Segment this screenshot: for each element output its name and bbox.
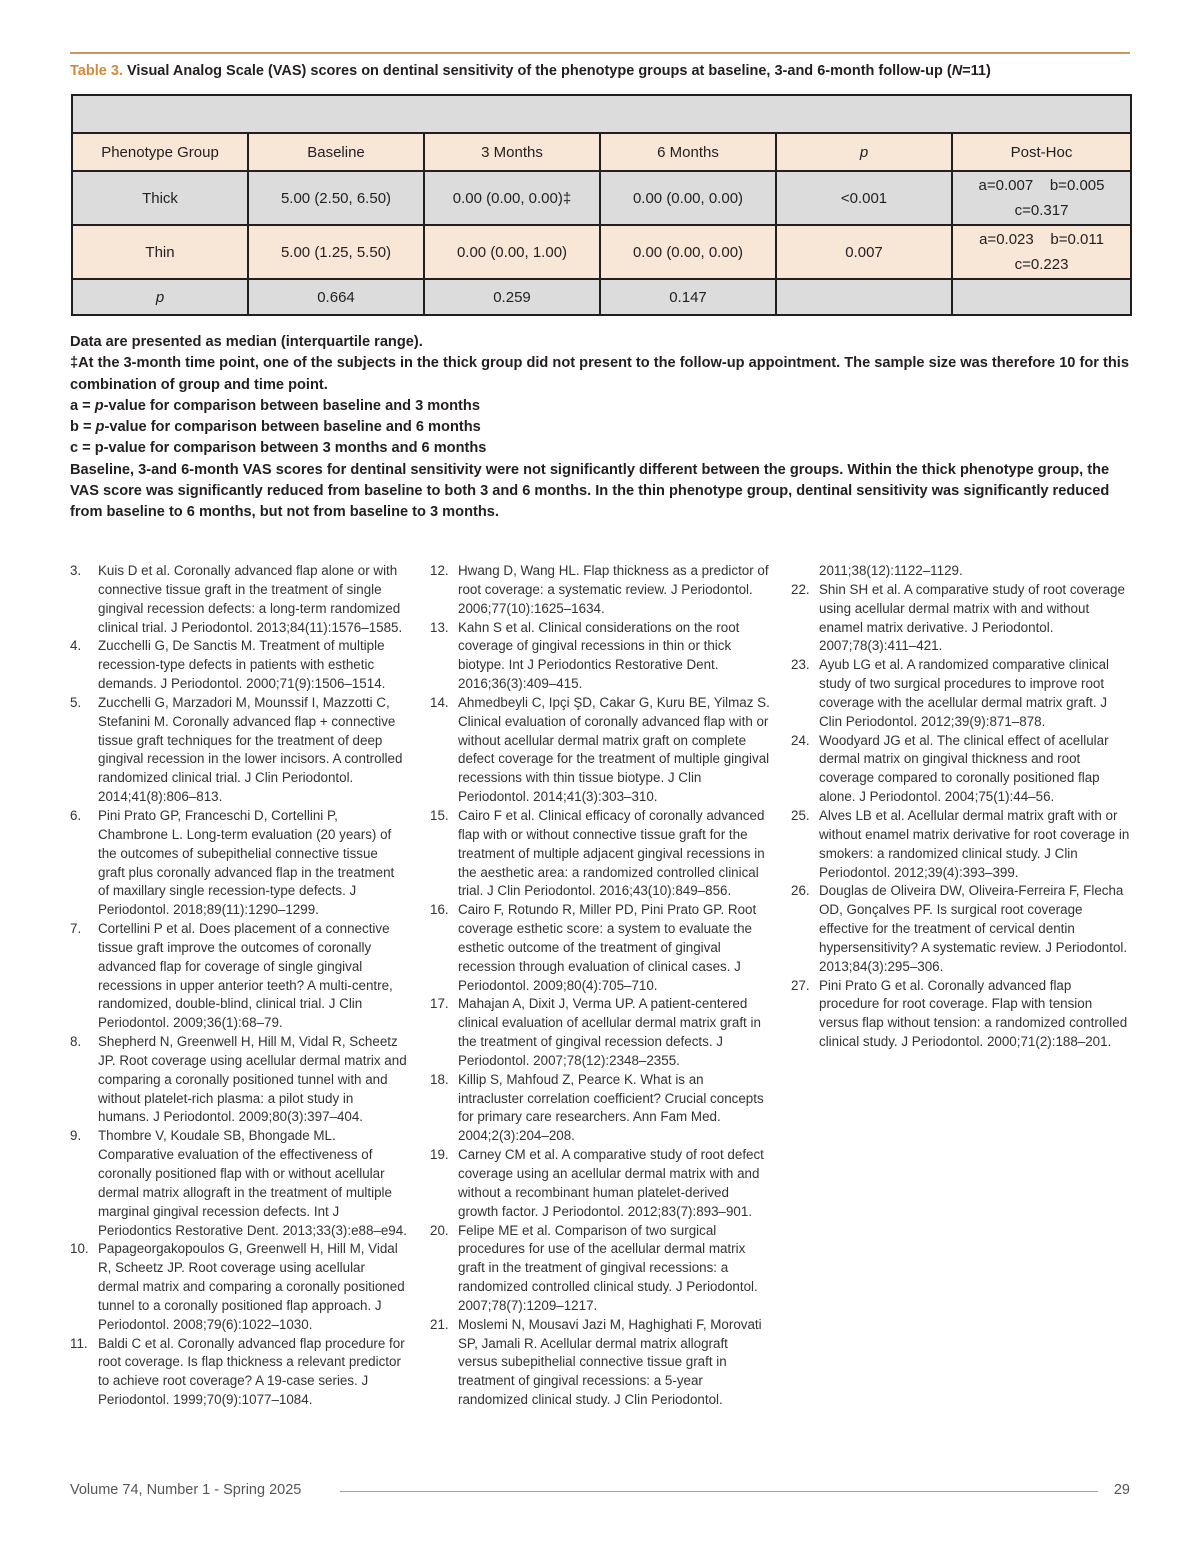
reference-text: Woodyard JG et al. The clinical effect of acellular dermal matrix on gingival thickness and root coverage compared to coronally positioned flap alone. J Periodontol. 2004;75(1):44–56. <box>819 732 1109 805</box>
reference-number: 17. <box>430 996 449 1012</box>
reference-text: 2011;38(12):1122–1129. <box>819 563 963 578</box>
p-row-symbol: p <box>155 288 165 306</box>
reference-item <box>430 901 770 995</box>
header-baseline: Baseline <box>248 133 424 171</box>
empty-header-cell <box>72 95 1131 133</box>
reference-number: 20. <box>430 1222 449 1238</box>
reference-item <box>70 637 408 694</box>
table-empty-row <box>72 95 1131 133</box>
reference-number: 23. <box>791 657 810 673</box>
reference-number: 24. <box>791 732 810 748</box>
caption-title-post: =11) <box>962 63 991 79</box>
thin-posthoc-a: a=0.023 <box>979 231 1034 248</box>
reference-number: 18. <box>430 1071 449 1087</box>
thick-baseline: 5.00 (2.50, 6.50) <box>248 171 424 225</box>
note-c: c = p-value for comparison between 3 months and 6 months <box>70 440 487 457</box>
reference-item <box>791 732 1131 807</box>
reference-text: Zucchelli G, De Sanctis M. Treatment of multiple recession-type defects in patients with esthetic demands. J Periodontol. 2000;71(9):1506–1514. <box>98 638 386 692</box>
reference-item <box>791 562 1131 581</box>
reference-text: Killip S, Mahfoud Z, Pearce K. What is an intracluster correlation coefficient? Crucial concepts for primary care researchers. Ann Fam Med. 2004;2(3):204–208. <box>458 1071 764 1144</box>
footer-issue: Volume 74, Number 1 - Spring 2025 <box>70 1482 302 1498</box>
note-sample-size: ‡At the 3-month time point, one of the subjects in the thick group did not present to the follow-up appointment. The sample size was therefore 10 for this combination of group and time point. <box>70 355 1129 393</box>
reference-text: Hwang D, Wang HL. Flap thickness as a predictor of root coverage: a systematic review. J Periodontol. 2006;77(10):1625–1634. <box>458 563 769 616</box>
reference-item <box>791 581 1131 656</box>
header-posthoc: Post-Hoc <box>952 133 1131 171</box>
reference-item <box>791 656 1131 731</box>
reference-number: 12. <box>430 563 449 578</box>
reference-text: Papageorgakopoulos G, Greenwell H, Hill M, Vidal R, Scheetz JP. Root coverage using acellular dermal matrix and comparing a coronally positioned tunnel to a coronally positioned flap approach. J Periodontol. 2008;79(6):1022–1030. <box>98 1241 405 1332</box>
reference-number: 10. <box>70 1241 89 1257</box>
p-row-6-months: 0.147 <box>600 279 776 315</box>
reference-item <box>70 1033 408 1127</box>
reference-text: Moslemi N, Mousavi Jazi M, Haghighati F, Morovati SP, Jamali R. Acellular dermal matrix allograft versus subepithelial connective tissue graft in treatment of gingival recessions: a 5-year randomized clinical study. J Clin Periodontol. <box>458 1316 762 1408</box>
reference-text: Kahn S et al. Clinical considerations on the root coverage of gingival recessions in thin or thick biotype. Int J Periodontics Restorative Dent. 2016;36(3):409–415. <box>458 619 740 692</box>
reference-text: Cairo F, Rotundo R, Miller PD, Pini Prato GP. Root coverage esthetic score: a system to evaluate the esthetic outcome of the treatment of gingival recession through evaluation of clinical cases. J Periodontol. 2009;80(4):705–710. <box>458 902 757 993</box>
reference-number: 25. <box>791 807 810 823</box>
reference-number: 14. <box>430 694 449 710</box>
note-a-post: -value for comparison between baseline and 3 months <box>103 397 480 414</box>
header-p <box>776 133 952 171</box>
reference-text: Pini Prato GP, Franceschi D, Cortellini P, Chambrone L. Long-term evaluation (20 years) of the outcomes of subepithelial connective tissue graft plus coronally advanced flap in the treatment of maxillary single recession-type defects. J Periodontol. 2018;89(11):1290–1299. <box>98 807 395 918</box>
reference-number: 6. <box>70 807 82 823</box>
note-a-pre: a = <box>70 397 95 414</box>
p-row-empty-posthoc <box>952 279 1131 315</box>
reference-text: Ahmedbeyli C, Ipçi ŞD, Cakar G, Kuru BE, Yilmaz S. Clinical evaluation of coronally advanced flap with or without acellular dermal matrix graft on complete defect coverage for the treatment of multiple gingival recessions with thin tissue biotype. J Clin Periodontol. 2014;41(3):303–310. <box>458 694 770 805</box>
thin-posthoc-b: b=0.011 <box>1050 231 1104 248</box>
table-row-p <box>72 279 1131 315</box>
reference-text: Shepherd N, Greenwell H, Hill M, Vidal R, Scheetz JP. Root coverage using acellular dermal matrix and comparing a coronally positioned tunnel with and without platelet-rich plasma: a pilot study in humans. J Periodontol. 2009;80(3):397–404. <box>98 1034 407 1125</box>
reference-item <box>791 882 1131 976</box>
reference-item <box>430 1222 770 1316</box>
reference-number <box>791 562 819 581</box>
reference-number: 11. <box>70 1335 88 1351</box>
table-notes <box>70 332 1130 524</box>
p-row-3-months: 0.259 <box>424 279 600 315</box>
reference-number: 27. <box>791 977 810 993</box>
reference-item <box>430 562 770 619</box>
reference-number: 5. <box>70 694 82 710</box>
reference-item <box>430 619 770 694</box>
reference-text: Mahajan A, Dixit J, Verma UP. A patient-centered clinical evaluation of acellular dermal matrix graft in the treatment of gingival recession defects. J Periodontol. 2007;78(12):2348–2355. <box>458 996 761 1068</box>
thin-3-months: 0.00 (0.00, 1.00) <box>424 225 600 279</box>
reference-item <box>70 562 408 637</box>
reference-item <box>70 1335 408 1410</box>
reference-text: Carney CM et al. A comparative study of root defect coverage using an acellular dermal matrix with and without a recombinant human platelet-derived growth factor. J Periodontol. 2012;83(7):893–901. <box>458 1147 764 1219</box>
reference-number: 16. <box>430 902 449 918</box>
reference-item <box>791 807 1131 882</box>
reference-number: 15. <box>430 807 449 823</box>
top-rule <box>70 52 1130 54</box>
reference-item <box>430 995 770 1070</box>
footer-rule <box>340 1491 1098 1492</box>
reference-number: 8. <box>70 1034 82 1050</box>
page-number: 29 <box>1113 1482 1130 1498</box>
reference-item <box>70 1240 408 1334</box>
table-row-thin <box>72 225 1131 279</box>
reference-item <box>791 977 1131 1052</box>
caption-title-pre: Visual Analog Scale (VAS) scores on dentinal sensitivity of the phenotype groups at baseline, 3-and 6-month follow-up ( <box>122 63 952 79</box>
references-column-2 <box>430 562 770 1410</box>
caption-n-symbol: N <box>951 63 963 79</box>
reference-item <box>70 694 408 807</box>
table-caption <box>70 63 1130 79</box>
reference-text: Baldi C et al. Coronally advanced flap procedure for root coverage. Is flap thickness a relevant predictor to achieve root coverage? A 19-case series. J Periodontol. 1999;70(9):1077–1084. <box>98 1335 405 1408</box>
reference-number: 4. <box>70 638 82 654</box>
note-a-p: p <box>94 397 104 414</box>
reference-item <box>430 1146 770 1221</box>
reference-text: Felipe ME et al. Comparison of two surgical procedures for use of the acellular dermal matrix graft in the treatment of gingival recessions: a randomized controlled clinical study. J Periodontol. 2007;78(7):1209–1217. <box>458 1222 758 1313</box>
reference-number: 7. <box>70 921 82 937</box>
note-median: Data are presented as median (interquartile range). <box>70 334 423 350</box>
header-6-months: 6 Months <box>600 133 776 171</box>
thick-posthoc-c: c=0.317 <box>1014 202 1069 219</box>
thick-3-months: 0.00 (0.00, 0.00)‡ <box>424 171 600 225</box>
vas-table <box>71 94 1132 316</box>
reference-number: 19. <box>430 1147 449 1163</box>
note-b-pre: b = <box>70 419 96 436</box>
reference-text: Thombre V, Koudale SB, Bhongade ML. Comparative evaluation of the effectiveness of coronally positioned flap with or without acellular dermal matrix allograft in the treatment of multiple marginal gingival recession defects. Int J Periodontics Restorative Dent. 2013;33(3):e88–e94. <box>98 1128 407 1238</box>
reference-item <box>70 920 408 1033</box>
reference-number: 26. <box>791 883 810 899</box>
header-3-months: 3 Months <box>424 133 600 171</box>
reference-number: 9. <box>70 1128 82 1144</box>
note-a <box>70 396 1130 417</box>
reference-item <box>430 694 770 807</box>
p-row-label <box>72 279 248 315</box>
thin-6-months: 0.00 (0.00, 0.00) <box>600 225 776 279</box>
reference-item <box>430 1071 770 1146</box>
reference-text: Cairo F et al. Clinical efficacy of coronally advanced flap with or without connective tissue graft for the treatment of multiple adjacent gingival recessions in the aesthetic area: a randomized controlled clinical trial. J Clin Periodontol. 2016;43(10):849–856. <box>458 807 765 899</box>
thick-posthoc-a: a=0.007 <box>978 177 1034 194</box>
reference-text: Shin SH et al. A comparative study of root coverage using acellular dermal matrix with and without enamel matrix derivative. J Periodontol. 2007;78(3):411–421. <box>819 581 1125 654</box>
note-summary: Baseline, 3-and 6-month VAS scores for dentinal sensitivity were not significantly different between the groups. Within the thick phenotype group, the VAS score was significantly reduced from baseline to both 3 and 6 months. In the thin phenotype group, dentinal sensitivity was significantly reduced from baseline to 6 months, but not from baseline to 3 months. <box>70 461 1110 521</box>
references-column-3 <box>791 562 1131 1052</box>
reference-number: 21. <box>430 1316 449 1332</box>
note-b-p: p <box>95 419 105 436</box>
thin-group: Thin <box>72 225 248 279</box>
reference-text: Douglas de Oliveira DW, Oliveira-Ferreira F, Flecha OD, Gonçalves PF. Is surgical root coverage effective for the treatment of cervical dentin hypersensitivity? A systematic review. J Periodontol. 2013;84(3):295–306. <box>819 883 1128 974</box>
p-row-empty-p <box>776 279 952 315</box>
reference-number: 3. <box>70 563 82 578</box>
reference-text: Ayub LG et al. A randomized comparative clinical study of two surgical procedures to improve root coverage with the acellular dermal matrix graft. J Clin Periodontol. 2012;39(9):871–878. <box>819 657 1110 729</box>
thick-p: <0.001 <box>776 171 952 225</box>
note-b-post: -value for comparison between baseline and 6 months <box>104 419 481 436</box>
references-column-1 <box>70 562 408 1410</box>
reference-text: Zucchelli G, Marzadori M, Mounssif I, Mazzotti C, Stefanini M. Coronally advanced flap + connective tissue graft techniques for the treatment of deep gingival recession in the lower incisors. A controlled randomized clinical trial. J Clin Periodontol. 2014;41(8):806–813. <box>98 694 403 805</box>
p-row-baseline: 0.664 <box>248 279 424 315</box>
reference-text: Pini Prato G et al. Coronally advanced flap procedure for root coverage. Flap with tension versus flap without tension: a randomized controlled clinical study. J Periodontol. 2000;71(2):188–201. <box>819 977 1128 1050</box>
table-header-row <box>72 133 1131 171</box>
thick-6-months: 0.00 (0.00, 0.00) <box>600 171 776 225</box>
table-label: Table 3. <box>70 63 123 79</box>
note-b <box>70 417 1130 438</box>
reference-item <box>70 807 408 920</box>
reference-item <box>430 1316 770 1410</box>
reference-item <box>70 1127 408 1240</box>
thin-posthoc <box>952 225 1131 279</box>
thick-group: Thick <box>72 171 248 225</box>
reference-text: Alves LB et al. Acellular dermal matrix graft with or without enamel matrix derivative for root coverage in smokers: a randomized clinical study. J Clin Periodontol. 2012;39(4):393–399. <box>819 807 1130 880</box>
thin-posthoc-c: c=0.223 <box>1014 256 1069 273</box>
thick-posthoc <box>952 171 1131 225</box>
reference-number: 13. <box>430 619 449 635</box>
reference-text: Cortellini P et al. Does placement of a connective tissue graft improve the outcomes of coronally advanced flap for coverage of single gingival recessions in upper anterior teeth? A multi-centre, randomized, double-blind, clinical trial. J Clin Periodontol. 2009;36(1):68–79. <box>98 921 393 1031</box>
reference-text: Kuis D et al. Coronally advanced flap alone or with connective tissue graft in the treatment of single gingival recession defects: a long-term randomized clinical trial. J Periodontol. 2013;84(11):1576–1585. <box>98 563 403 635</box>
thin-p: 0.007 <box>776 225 952 279</box>
table-row-thick <box>72 171 1131 225</box>
header-p-symbol: p <box>859 143 869 161</box>
header-phenotype: Phenotype Group <box>72 133 248 171</box>
thin-baseline: 5.00 (1.25, 5.50) <box>248 225 424 279</box>
reference-item <box>430 807 770 901</box>
thick-posthoc-b: b=0.005 <box>1049 177 1105 194</box>
reference-number: 22. <box>791 581 810 597</box>
